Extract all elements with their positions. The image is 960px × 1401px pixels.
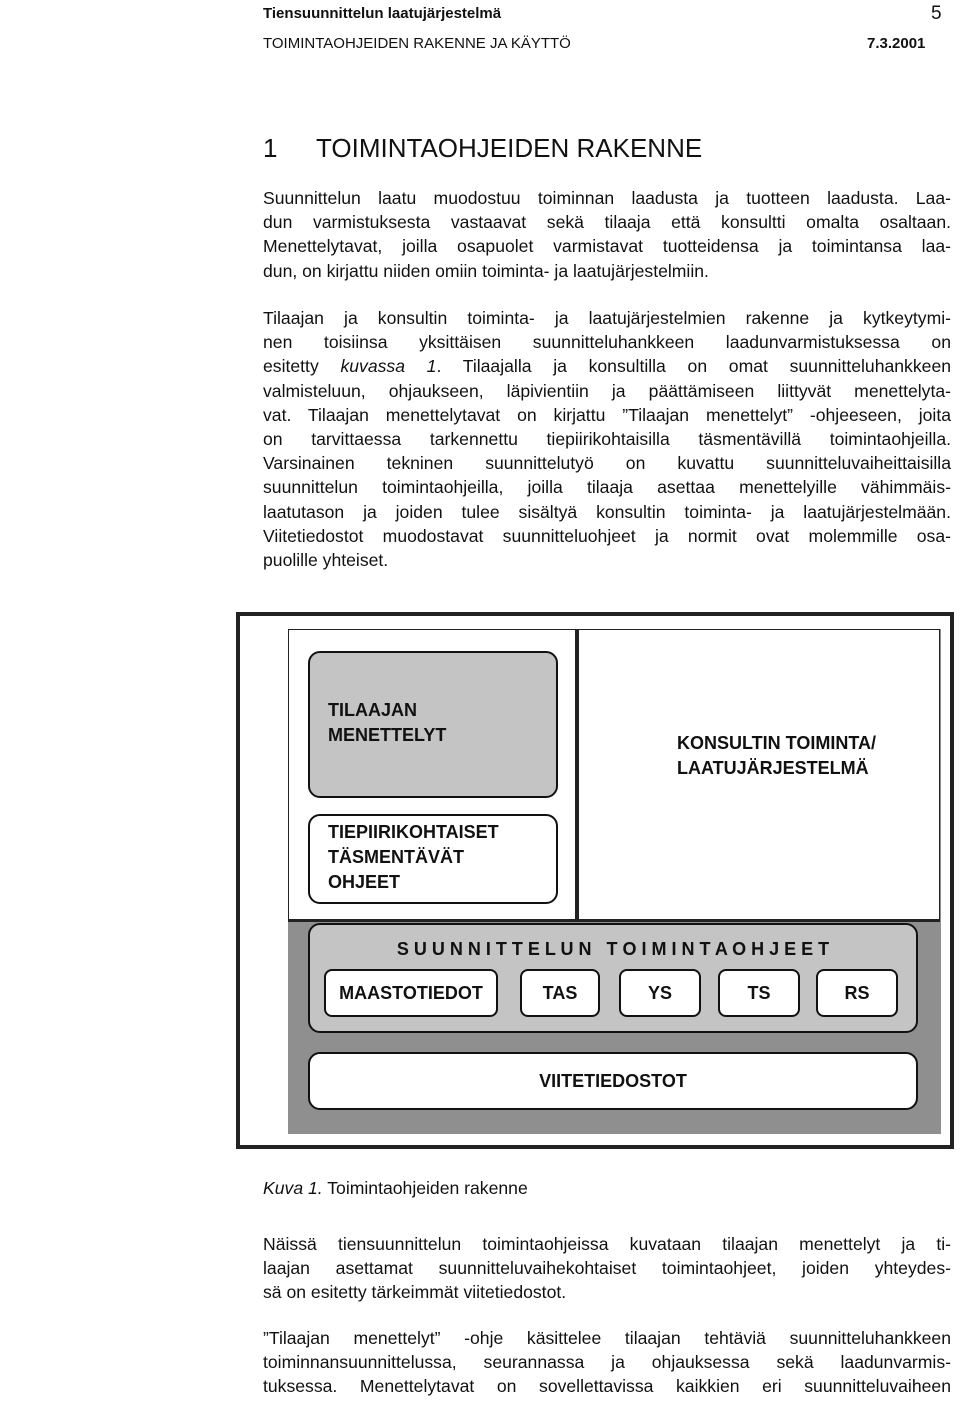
figure-reference: kuvassa 1 (340, 356, 437, 377)
viitetiedostot-box (308, 1052, 918, 1110)
section-title: TOIMINTAOHJEIDEN RAKENNE (316, 133, 703, 163)
text-run: . Tilaajalla ja konsultilla on omat suunnitteluhankkeen (436, 356, 952, 377)
paragraph-line: tuksessa. Menettelytavat on sovellettavissa kaikkien eri suunnitteluvaiheen (263, 1376, 951, 1397)
paragraph-line: dun varmistuksesta vastaavat sekä tilaaja että konsultti omalta osaltaan. (263, 212, 951, 233)
paragraph-line: Näissä tiensuunnittelun toimintaohjeissa kuvataan tilaajan menettelyt ja ti- (263, 1234, 951, 1254)
paragraph-line: Viitetiedostot muodostavat suunnitteluohjeet ja normit ovat molemmille osa- (263, 525, 951, 546)
paragraph-line: valmisteluun, ohjaukseen, läpivientiin ja päättämiseen liittyvät menettelyta- (263, 380, 951, 401)
box-label: KONSULTIN TOIMINTA/ (677, 733, 876, 753)
paragraph-line: Tilaajan ja konsultin toiminta- ja laatujärjestelmien rakenne ja kytkeytymi- (263, 308, 951, 328)
box-label: TILAAJAN (328, 700, 417, 720)
box-label: LAATUJÄRJESTELMÄ (677, 758, 869, 778)
paragraph-line (263, 354, 951, 378)
box-label: TÄSMENTÄVÄT (328, 847, 464, 867)
box-label: S U U N N I T T E L U N T O I M I N T A O H J E E T (396, 939, 830, 959)
paragraph-line: nen toisiinsa yksittäisen suunnitteluhankkeen laadunvarmistuksessa on (263, 332, 951, 353)
paragraph-line: on tarvittaessa tarkennettu tiepiirikohtaisilla täsmentävillä toimintaohjeilla. (263, 428, 951, 449)
paragraph-line: Suunnittelun laatu muodostuu toiminnan laadusta ja tuotteen laadusta. Laa- (263, 188, 951, 208)
paragraph-line: suunnittelun toimintaohjeilla, joilla tilaaja asettaa menettelyille vähimmäis- (263, 477, 951, 498)
rs-box: RS (816, 969, 898, 1017)
caption-text: Toimintaohjeiden rakenne (322, 1178, 528, 1198)
paragraph-line: toiminnansuunnittelussa, seurannassa ja ohjauksessa sekä laadunvarmis- (263, 1352, 951, 1373)
page-number: 5 (931, 3, 942, 24)
section-heading (263, 133, 702, 164)
tas-box: TAS (520, 969, 600, 1017)
ys-box: YS (619, 969, 701, 1017)
paragraph-line: laajan asettamat suunnitteluvaihekohtaiset toimintaohjeet, joiden yhteydes- (263, 1258, 951, 1279)
running-header-title: Tiensuunnittelun laatujärjestelmä (263, 5, 502, 22)
maastotiedot-box: MAASTOTIEDOT (324, 969, 498, 1017)
paragraph-line: sä on esitetty tärkeimmät viitetiedostot. (263, 1282, 567, 1303)
paragraph-line: puolille yhteiset. (263, 549, 389, 570)
paragraph-1 (263, 186, 951, 283)
tilaajan-menettelyt-box (308, 651, 558, 798)
paragraph-2 (263, 306, 951, 572)
paragraph-line: dun, on kirjattu niiden omiin toiminta- ja laatujärjestelmiin. (263, 260, 709, 281)
paragraph-line: laatutason ja joiden tulee sisältyä konsultin toiminta- ja laatujärjestelmään. (263, 501, 951, 522)
paragraph-line: ”Tilaajan menettelyt” -ohje käsittelee tilaajan tehtäviä suunnitteluhankkeen (263, 1328, 951, 1348)
caption-label: Kuva 1. (263, 1178, 323, 1198)
konsultin-label (677, 731, 876, 781)
tiepiirikohtaiset-box (308, 814, 558, 904)
ts-box: TS (718, 969, 800, 1017)
paragraph-4 (263, 1326, 951, 1399)
figure-caption (263, 1178, 528, 1199)
header-date: 7.3.2001 (867, 35, 926, 52)
section-number: 1 (263, 133, 278, 163)
box-label: VIITETIEDOSTOT (539, 1071, 687, 1091)
box-label: TIEPIIRIKOHTAISET (328, 822, 499, 842)
box-label: MENETTELYT (328, 725, 447, 745)
running-header-subtitle: TOIMINTAOHJEIDEN RAKENNE JA KÄYTTÖ (263, 35, 571, 52)
paragraph-line: Varsinainen tekninen suunnittelutyö on kuvattu suunnitteluvaiheittaisilla (263, 453, 951, 474)
paragraph-line: vat. Tilaajan menettelytavat on kirjattu ”Tilaajan menettelyt” -ohjeeseen, joita (263, 404, 951, 425)
box-label: OHJEET (328, 872, 401, 892)
text-run: esitetty (263, 356, 341, 377)
paragraph-3 (263, 1232, 951, 1305)
paragraph-line: Menettelytavat, joilla osapuolet varmistavat tuotteidensa ja toimintansa laa- (263, 236, 951, 257)
